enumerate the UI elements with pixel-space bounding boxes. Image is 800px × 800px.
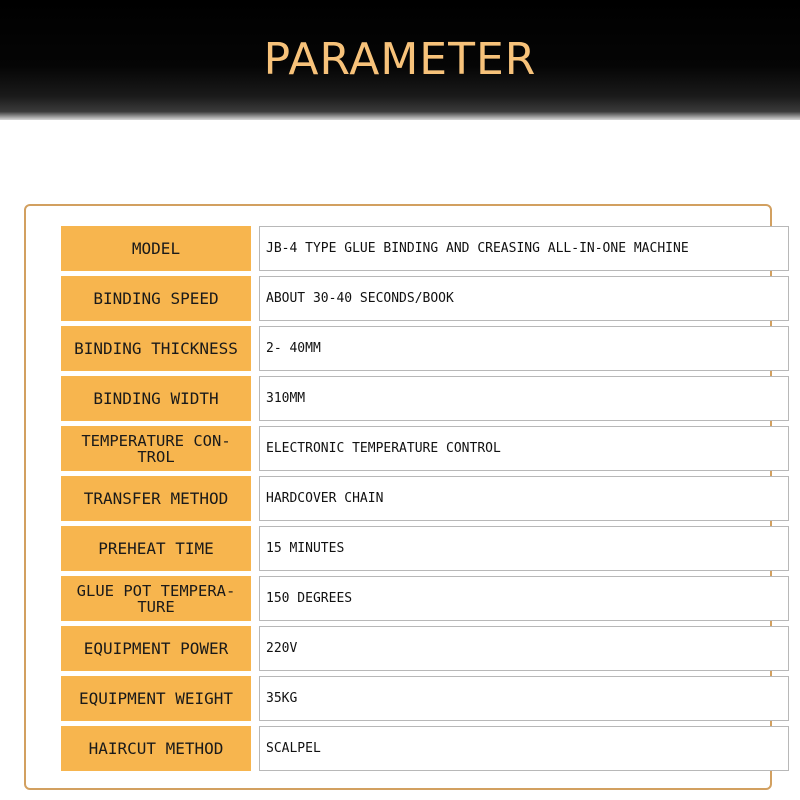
parameter-value: HARDCOVER CHAIN bbox=[259, 476, 789, 521]
parameter-value: 220V bbox=[259, 626, 789, 671]
parameter-label: BINDING THICKNESS bbox=[61, 326, 251, 371]
parameter-value: SCALPEL bbox=[259, 726, 789, 771]
parameter-label: TEMPERATURE CON- TROL bbox=[61, 426, 251, 471]
parameter-table bbox=[24, 204, 772, 790]
parameter-label: TRANSFER METHOD bbox=[61, 476, 251, 521]
parameter-value: 2- 40MM bbox=[259, 326, 789, 371]
parameter-value: 15 MINUTES bbox=[259, 526, 789, 571]
page-title: PARAMETER bbox=[263, 34, 537, 85]
parameter-value: ELECTRONIC TEMPERATURE CONTROL bbox=[259, 426, 789, 471]
parameter-label: EQUIPMENT POWER bbox=[61, 626, 251, 671]
parameter-value: 35KG bbox=[259, 676, 789, 721]
parameter-label: BINDING WIDTH bbox=[61, 376, 251, 421]
parameter-value: 310MM bbox=[259, 376, 789, 421]
parameter-value: 150 DEGREES bbox=[259, 576, 789, 621]
parameter-value: ABOUT 30-40 SECONDS/BOOK bbox=[259, 276, 789, 321]
parameter-label: EQUIPMENT WEIGHT bbox=[61, 676, 251, 721]
parameter-label: GLUE POT TEMPERA- TURE bbox=[61, 576, 251, 621]
parameter-label: BINDING SPEED bbox=[61, 276, 251, 321]
parameter-label: MODEL bbox=[61, 226, 251, 271]
header-banner bbox=[0, 0, 800, 120]
parameter-value: JB-4 TYPE GLUE BINDING AND CREASING ALL-IN-ONE MACHINE bbox=[259, 226, 789, 271]
parameter-label: PREHEAT TIME bbox=[61, 526, 251, 571]
parameter-label: HAIRCUT METHOD bbox=[61, 726, 251, 771]
